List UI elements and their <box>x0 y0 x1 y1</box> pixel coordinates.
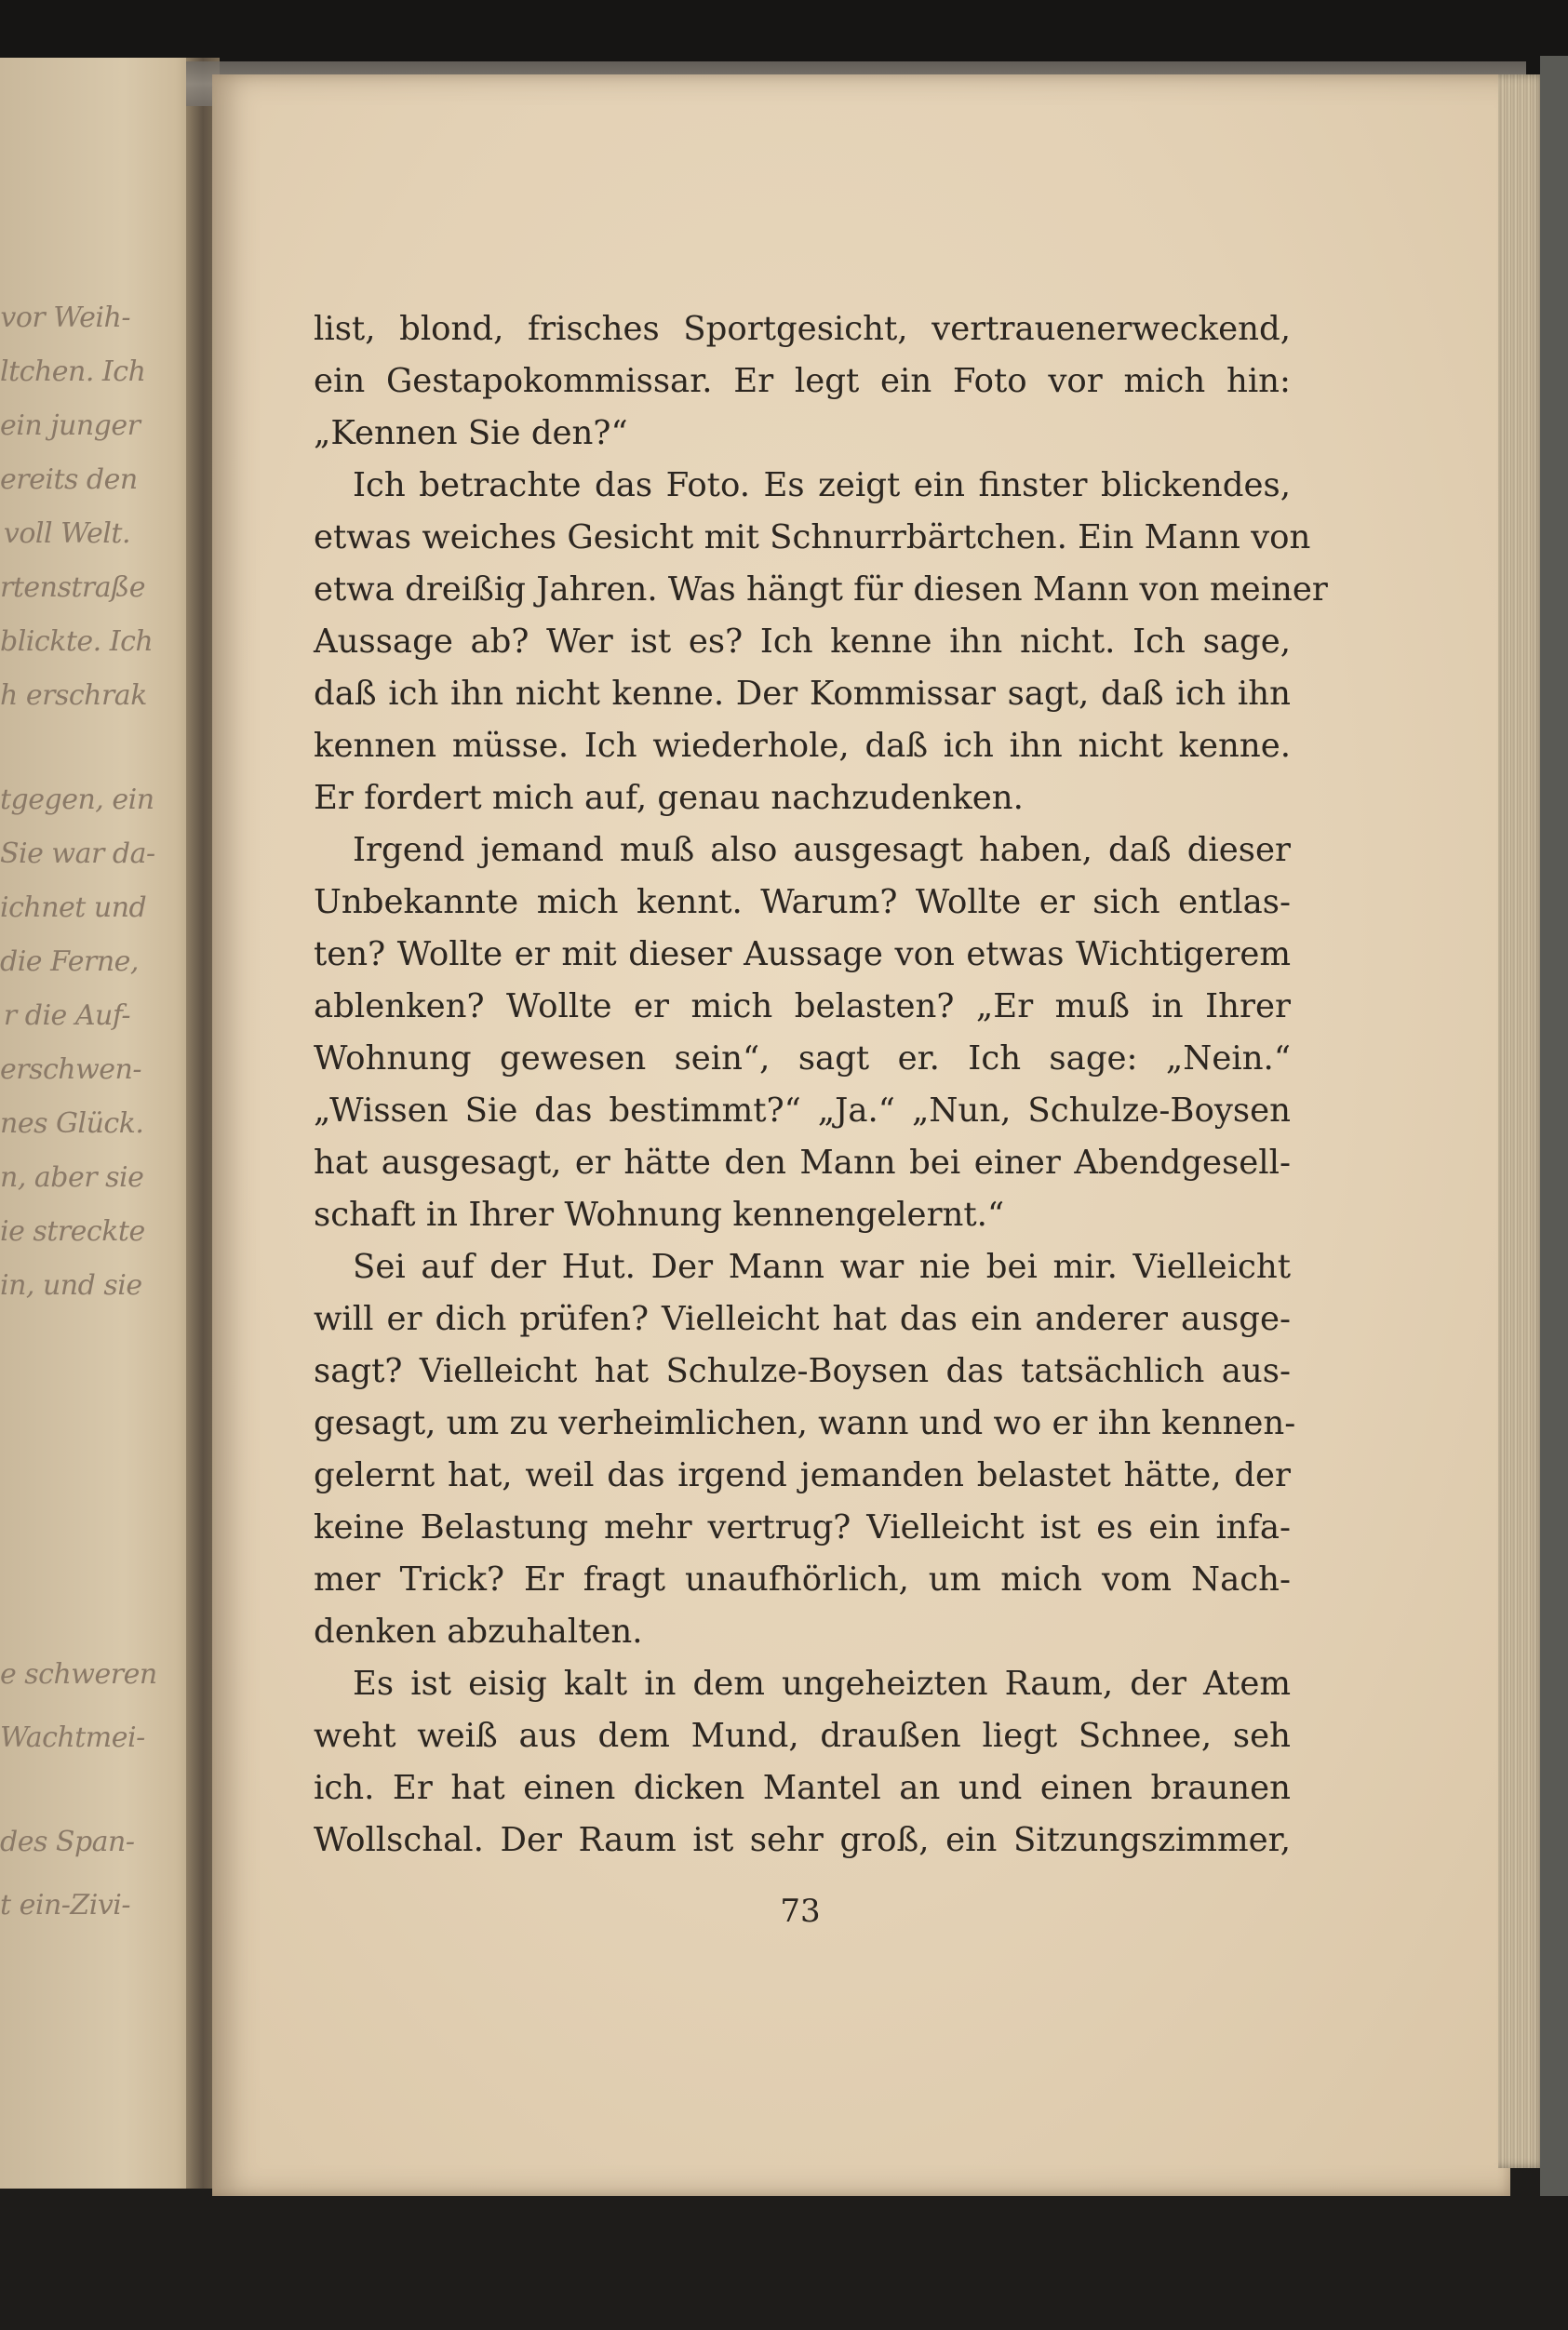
previous-page-fragment: erschwen- <box>0 1053 142 1086</box>
text-line: Unbekannte mich kennt. Warum? Wollte er sich entlas- <box>314 883 1291 921</box>
text-line: Er fordert mich auf, genau nachzudenken. <box>314 779 1024 817</box>
text-line: denken abzuhalten. <box>314 1613 643 1651</box>
previous-page-fragment: voll Welt. <box>3 517 130 550</box>
text-line: hat ausgesagt, er hätte den Mann bei einer Abendgesell- <box>314 1144 1291 1182</box>
text-line: mer Trick? Er fragt unaufhörlich, um mich vom Nach- <box>314 1560 1291 1599</box>
previous-page <box>0 58 207 2189</box>
text-line: weht weiß aus dem Mund, draußen liegt Schnee, seh <box>314 1717 1291 1755</box>
book-cover-edge <box>1540 56 1568 2196</box>
text-line: „Wissen Sie das bestimmt?“ „Ja.“ „Nun, Schulze-Boysen <box>314 1091 1291 1130</box>
previous-page-fragment: die Ferne, <box>0 945 139 978</box>
previous-page-fragment: vor Weih- <box>0 301 130 334</box>
text-line: Wohnung gewesen sein“, sagt er. Ich sage: „Nein.“ <box>314 1039 1291 1078</box>
text-line: Es ist eisig kalt in dem ungeheizten Raum, der Atem <box>353 1665 1291 1703</box>
text-line: Sei auf der Hut. Der Mann war nie bei mir. Vielleicht <box>353 1248 1291 1286</box>
text-line: will er dich prüfen? Vielleicht hat das ein anderer ausge- <box>314 1300 1291 1338</box>
previous-page-fragment: h erschrak <box>0 679 147 712</box>
previous-page-fragment: nes Glück. <box>0 1107 144 1140</box>
text-line: gesagt, um zu verheimlichen, wann und wo er ihn kennen- <box>314 1404 1296 1442</box>
previous-page-fragment: ein junger <box>0 409 141 442</box>
previous-page-fragment: tgegen, ein <box>0 783 154 816</box>
text-line: gelernt hat, weil das irgend jemanden belastet hätte, der <box>314 1456 1291 1494</box>
text-line: ablenken? Wollte er mich belasten? „Er muß in Ihrer <box>314 987 1291 1025</box>
previous-page-fragment: Sie war da- <box>0 837 155 870</box>
previous-page-fragment: rtenstraße <box>0 571 145 604</box>
previous-page-fragment: blickte. Ich <box>0 625 154 658</box>
text-line: kennen müsse. Ich wiederhole, daß ich ihn nicht kenne. <box>314 727 1291 765</box>
text-line: etwas weiches Gesicht mit Schnurrbärtchen. Ein Mann von <box>314 518 1311 556</box>
previous-page-fragment: r die Auf- <box>3 999 130 1032</box>
text-line: „Kennen Sie den?“ <box>314 414 628 452</box>
text-line: Wollschal. Der Raum ist sehr groß, ein Sitzungszimmer, <box>314 1821 1291 1859</box>
text-line: sagt? Vielleicht hat Schulze-Boysen das tatsächlich aus- <box>314 1352 1291 1390</box>
text-line: Ich betrachte das Foto. Es zeigt ein finster blickendes, <box>353 466 1291 504</box>
text-line: Aussage ab? Wer ist es? Ich kenne ihn nicht. Ich sage, <box>314 623 1291 661</box>
text-line: schaft in Ihrer Wohnung kennengelernt.“ <box>314 1196 1005 1234</box>
text-line: ein Gestapokommissar. Er legt ein Foto vor mich hin: <box>314 362 1291 400</box>
text-line: Irgend jemand muß also ausgesagt haben, daß dieser <box>353 831 1291 869</box>
previous-page-fragment: t ein-Zivi- <box>0 1889 131 1922</box>
text-line: daß ich ihn nicht kenne. Der Kommissar sagt, daß ich ihn <box>314 675 1291 713</box>
previous-page-fragment: ereits den <box>0 463 138 496</box>
previous-page-fragment: ie streckte <box>0 1215 145 1248</box>
previous-page-fragment: ltchen. Ich <box>0 355 146 388</box>
text-line: etwa dreißig Jahren. Was hängt für diesen Mann von meiner <box>314 570 1328 609</box>
previous-page-fragment: e schweren <box>0 1658 157 1691</box>
previous-page-fragment: Wachtmei- <box>0 1721 145 1754</box>
previous-page-fragment: n, aber sie <box>0 1161 144 1194</box>
previous-page-fragment: ichnet und <box>0 891 147 924</box>
text-line: keine Belastung mehr vertrug? Vielleicht ist es ein infa- <box>314 1508 1291 1547</box>
page-body-text <box>314 303 1328 1867</box>
previous-page-fragment: des Span- <box>0 1826 135 1858</box>
page-number: 73 <box>780 1893 821 1930</box>
text-line: ten? Wollte er mit dieser Aussage von etwas Wichtigerem <box>314 935 1291 973</box>
previous-page-fragment: in, und sie <box>0 1269 142 1302</box>
text-line: ich. Er hat einen dicken Mantel an und einen braunen <box>314 1769 1291 1807</box>
text-line: list, blond, frisches Sportgesicht, vertrauenerweckend, <box>314 310 1291 348</box>
